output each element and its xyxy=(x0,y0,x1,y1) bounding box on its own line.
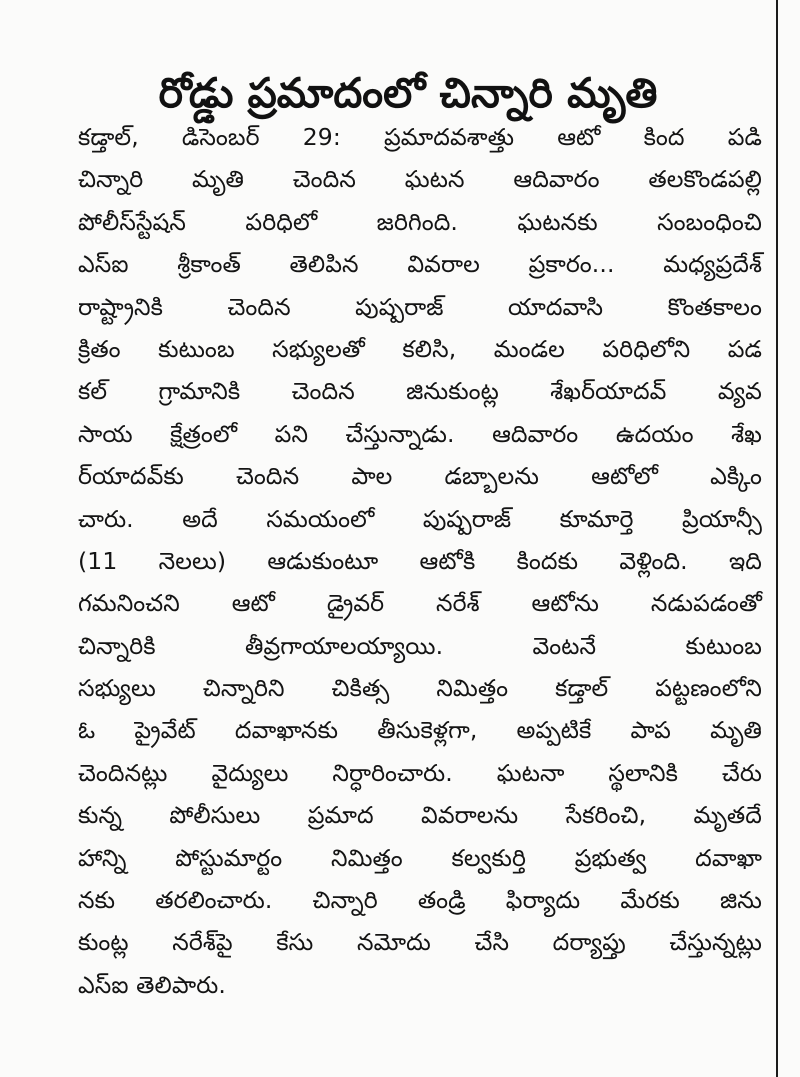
article-line: ఓ ప్రైవేట్ దవాఖానకు తీసుకెళ్లగా, అప్పటికే పాప మృతి xyxy=(78,716,762,745)
article-line: నకు తరలించారు. చిన్నారి తండ్రి ఫిర్యాదు మేరకు జిను xyxy=(78,886,762,915)
article-line: కల్ గ్రామానికి చెందిన జినుకుంట్ల శేఖర్‌యాదవ్ వ్యవ xyxy=(78,377,762,406)
article-line: ఎస్ఐ శ్రీకాంత్ తెలిపిన వివరాల ప్రకారం... మధ్యప్రదేశ్ xyxy=(78,250,762,279)
article-line: సాయ క్షేత్రంలో పని చేస్తున్నాడు. ఆదివారం ఉదయం శేఖ xyxy=(78,419,762,448)
article-line: ర్‌యాదవ్‌కు చెందిన పాల డబ్బాలను ఆటోలో ఎక్కిం xyxy=(78,462,762,491)
article-line: చెందినట్లు వైద్యులు నిర్ధారించారు. ఘటనా స్థలానికి చేరు xyxy=(78,758,762,787)
article-line: చిన్నారికి తీవ్రగాయాలయ్యాయి. వెంటనే కుటుంబ xyxy=(78,631,762,660)
cropped-previous-line xyxy=(70,0,710,8)
article-line: కున్న పోలీసులు ప్రమాద వివరాలను సేకరించి, మృతదే xyxy=(78,801,762,830)
article-line: చారు. అదే సమయంలో పుష్పరాజ్ కూమార్తె ప్రియాన్సీ xyxy=(78,504,762,533)
article-line: క్రితం కుటుంబ సభ్యులతో కలిసి, మండల పరిధిలోని పడ xyxy=(78,334,762,363)
column-divider-line xyxy=(776,0,778,1077)
article-line: సభ్యులు చిన్నారిని చికిత్స నిమిత్తం కడ్తాల్ పట్టణంలోని xyxy=(78,674,762,703)
article-line: చిన్నారి మృతి చెందిన ఘటన ఆదివారం తలకొండపల్లి xyxy=(78,165,762,194)
article-line: పోలీస్‌స్టేషన్ పరిధిలో జరిగింది. ఘటనకు సంబంధించి xyxy=(78,207,762,236)
article-line: కుంట్ల నరేశ్‌పై కేసు నమోదు చేసి దర్యాప్తు చేస్తున్నట్లు xyxy=(78,928,762,957)
article-line: (11 నెలలు) ఆడుకుంటూ ఆటోకి కిందకు వెళ్లింది. ఇది xyxy=(78,546,762,575)
article-headline: రోడ్డు ప్రమాదంలో చిన్నారి మృతి xyxy=(158,69,658,118)
article-line: హాన్ని పోస్టుమార్టం నిమిత్తం కల్వకుర్తి ప్రభుత్వ దవాఖా xyxy=(78,843,762,872)
article-line: రాష్ట్రానికి చెందిన పుష్పరాజ్ యాదవాసి కొంతకాలం xyxy=(78,292,762,321)
article-line: ఎస్ఐ తెలిపారు. xyxy=(78,970,226,999)
article-line: గమనించని ఆటో డ్రైవర్ నరేశ్ ఆటోను నడుపడంతో xyxy=(78,589,762,618)
article-line: కడ్తాల్, డిసెంబర్ 29: ప్రమాదవశాత్తు ఆటో కింద పడి xyxy=(78,123,762,151)
article-body xyxy=(78,116,762,1006)
